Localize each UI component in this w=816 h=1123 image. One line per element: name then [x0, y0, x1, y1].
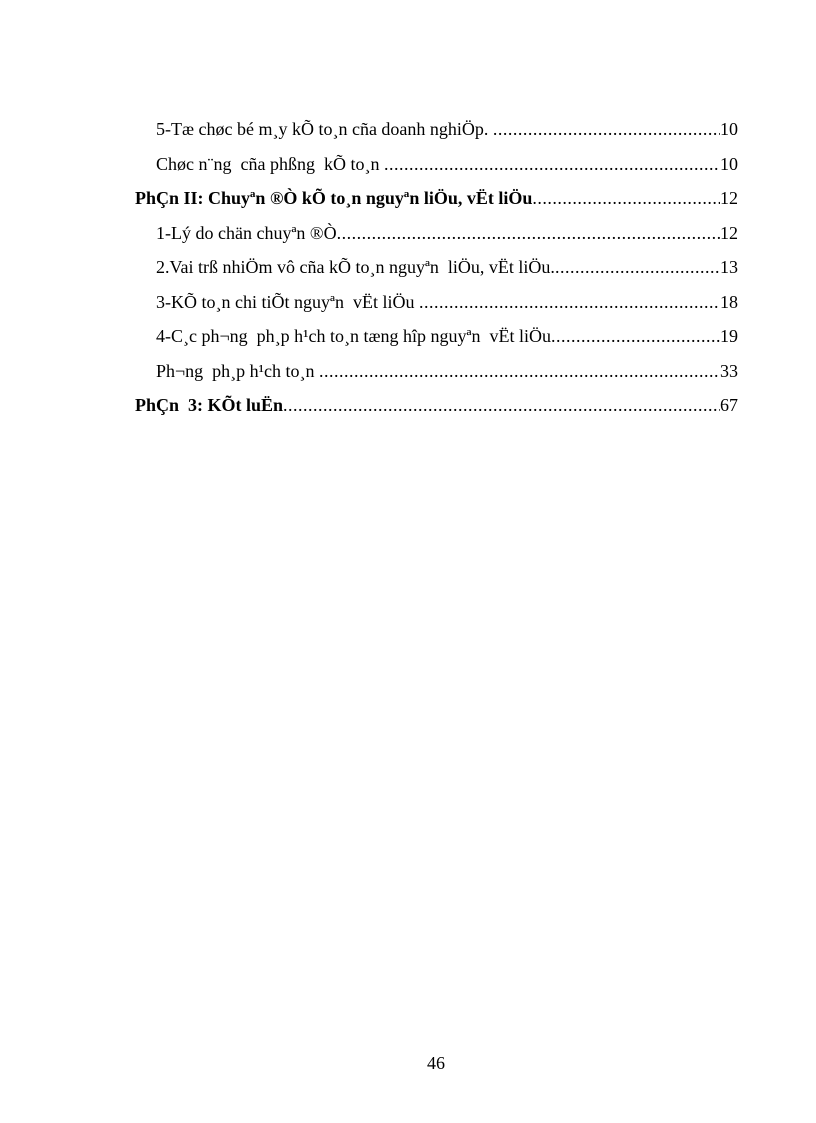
- toc-dot-leader: [551, 319, 720, 354]
- toc-entry-title: 5-Tæ chøc bé m¸y kÕ to¸n cña doanh nghiÖp.: [156, 119, 493, 139]
- toc-entry-page: 10: [720, 119, 738, 139]
- toc-entry-title: Chøc n¨ng cña phßng kÕ to¸n: [156, 153, 384, 174]
- toc-dot-leader: [337, 216, 720, 251]
- page-number: 46: [427, 1053, 445, 1073]
- toc-entry-page: 13: [720, 257, 738, 277]
- toc-dot-leader: [283, 388, 720, 423]
- toc-entry-title: 1-Lý do chän chuyªn ®Ò: [156, 222, 337, 243]
- toc-entry-section-1[interactable]: [135, 216, 738, 251]
- toc-entry-title: PhÇn 3: KÕt luËn: [135, 395, 284, 415]
- toc-entry-section-2[interactable]: [135, 250, 738, 285]
- toc-entry-title: 2.Vai trß nhiÖm vô cña kÕ to¸n nguyªn liÖu, vËt liÖu.: [156, 257, 555, 277]
- toc-entry-section-4[interactable]: [135, 319, 738, 354]
- toc-entry-title: Ph¬ng ph¸p h¹ch to¸n: [156, 360, 320, 381]
- toc-entry-title: 3-KÕ to¸n chi tiÕt nguyªn vËt liÖu: [156, 291, 419, 312]
- toc-entry-page: 12: [720, 188, 738, 208]
- toc-entry-page: 18: [720, 291, 738, 312]
- toc-dot-leader: [555, 250, 720, 285]
- toc-entry-page: 33: [720, 360, 738, 381]
- table-of-contents: [135, 112, 738, 423]
- toc-entry-page: 12: [720, 222, 738, 243]
- toc-entry-title: PhÇn II: Chuyªn ®Ò kÕ to¸n nguyªn liÖu, vËt liÖu: [135, 188, 533, 208]
- toc-dot-leader: [532, 181, 720, 216]
- toc-entry-page: 10: [720, 153, 738, 174]
- toc-dot-leader: [493, 112, 720, 147]
- toc-entry-part-3[interactable]: [135, 388, 738, 423]
- toc-dot-leader: [384, 147, 720, 182]
- toc-dot-leader: [319, 354, 720, 389]
- toc-entry-section-3[interactable]: [135, 285, 738, 320]
- toc-entry-section-5[interactable]: [135, 112, 738, 147]
- toc-entry-phuong-phap[interactable]: [135, 354, 738, 389]
- toc-entry-title: 4-C¸c ph¬ng ph¸p h¹ch to¸n tæng hîp nguyªn vËt liÖu: [156, 326, 551, 346]
- toc-dot-leader: [419, 285, 720, 320]
- toc-entry-page: 19: [720, 326, 738, 346]
- toc-entry-page: 67: [720, 395, 738, 415]
- toc-entry-part-2[interactable]: [135, 181, 738, 216]
- toc-entry-chuc-nang[interactable]: [135, 147, 738, 182]
